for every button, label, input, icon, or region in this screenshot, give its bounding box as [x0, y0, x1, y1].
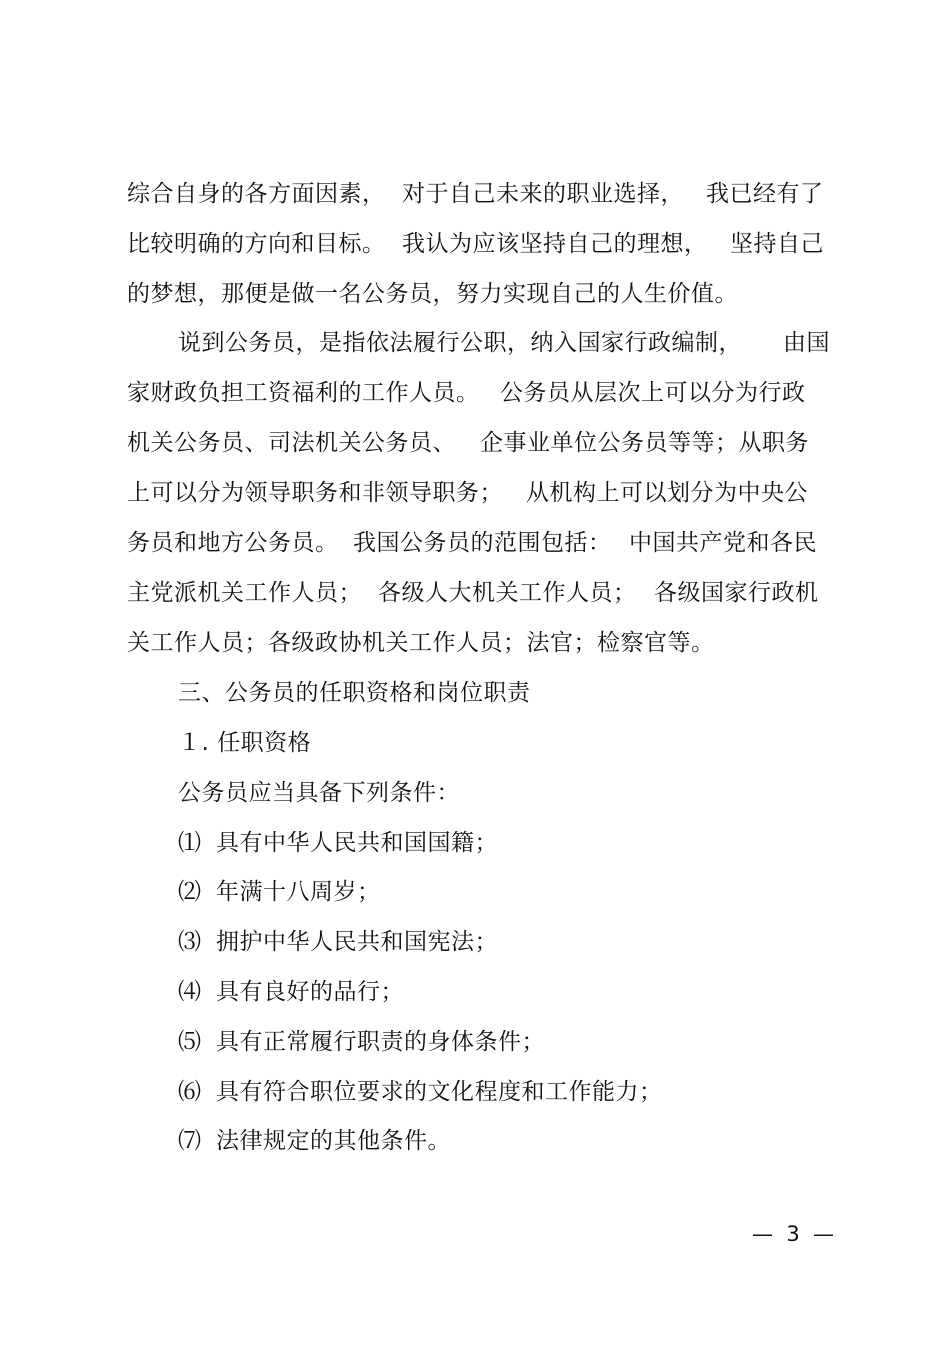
list-item [0, 1022, 950, 1062]
list-item [0, 922, 950, 962]
paragraph-line [0, 623, 950, 663]
page-number: — 3 — [752, 1222, 835, 1246]
paragraph-line [0, 373, 950, 413]
conditions-intro-text: 公务员应当具备下列条件： [178, 780, 460, 806]
list-item-text: 具有良好的品行； [216, 979, 404, 1005]
text-segment: 坚持自己 [730, 231, 824, 257]
paragraph-line [0, 573, 950, 613]
text-segment: 的梦想，那便是做一名公务员，努力实现自己的人生价值。 [127, 281, 738, 307]
text-segment: 我认为应该坚持自己的理想， [402, 231, 708, 257]
list-item [0, 1121, 950, 1161]
paragraph-line [0, 523, 950, 563]
text-segment: 各级人大机关工作人员； [378, 580, 637, 606]
paragraph-line [0, 323, 950, 363]
text-segment: 机关公务员、司法机关公务员、 [127, 430, 456, 456]
list-marker: ⑷ [178, 979, 202, 1005]
text-segment: 说到公务员，是指依法履行公职，纳入国家行政编制， [178, 330, 742, 356]
text-segment: 企事业单位公务员等等；从职务 [480, 430, 809, 456]
text-segment: 对于自己未来的职业选择， [402, 181, 684, 207]
list-item-text: 拥护中华人民共和国宪法； [216, 929, 498, 955]
list-item-text: 具有符合职位要求的文化程度和工作能力； [216, 1079, 663, 1105]
list-item-text: 年满十八周岁； [216, 879, 381, 905]
text-segment: 我已经有了 [706, 181, 824, 207]
list-marker: ⑹ [178, 1079, 202, 1105]
list-item [0, 872, 950, 912]
text-segment: 我国公务员的范围包括： [353, 530, 612, 556]
paragraph-line [0, 174, 950, 214]
paragraph-line [0, 224, 950, 264]
paragraph-line [0, 473, 950, 513]
conditions-intro [0, 773, 950, 813]
list-item-text: 具有中华人民共和国国籍； [216, 830, 498, 856]
text-segment: 中国共产党和各民 [629, 530, 817, 556]
text-segment: 公务员从层次上可以分为行政 [500, 380, 806, 406]
list-item [0, 1072, 950, 1112]
text-segment: 比较明确的方向和目标。 [127, 231, 386, 257]
list-item-text: 具有正常履行职责的身体条件； [216, 1029, 545, 1055]
text-segment: 综合自身的各方面因素， [127, 181, 386, 207]
list-marker: ⑺ [178, 1128, 202, 1154]
text-segment: 上可以分为领导职务和非领导职务； [127, 480, 503, 506]
text-segment: 关工作人员；各级政协机关工作人员；法官；检察官等。 [127, 630, 715, 656]
text-segment: 主党派机关工作人员； [127, 580, 362, 606]
list-item-text: 法律规定的其他条件。 [216, 1128, 451, 1154]
text-segment: 从机构上可以划分为中央公 [526, 480, 808, 506]
paragraph-line [0, 274, 950, 314]
list-marker: ⑴ [178, 830, 202, 856]
list-marker: ⑵ [178, 879, 202, 905]
section-heading-text: 三、公务员的任职资格和岗位职责 [178, 680, 531, 706]
text-segment: 家财政负担工资福利的工作人员。 [127, 380, 480, 406]
list-item [0, 972, 950, 1012]
paragraph-line [0, 423, 950, 463]
text-segment: 由国 [783, 330, 830, 356]
text-segment: 各级国家行政机 [654, 580, 819, 606]
list-item [0, 823, 950, 863]
list-marker: ⑶ [178, 929, 202, 955]
section-heading [0, 673, 950, 713]
sub-heading-text: １. 任职资格 [178, 730, 312, 756]
text-segment: 务员和地方公务员。 [127, 530, 339, 556]
list-marker: ⑸ [178, 1029, 202, 1055]
sub-heading [0, 723, 950, 763]
